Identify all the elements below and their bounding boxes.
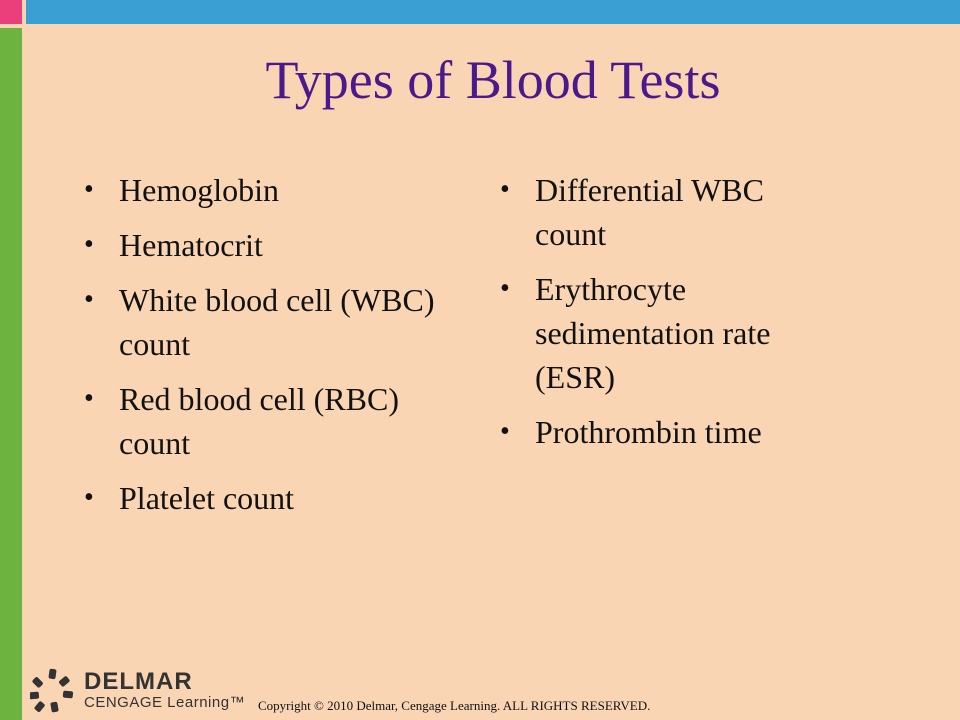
delmar-logo [30,666,260,718]
list-item-text: Platelet count [119,480,295,516]
logo-subtitle: CENGAGE Learning™ [84,694,246,711]
list-item [84,377,474,465]
list-item [84,223,474,267]
bullet-icon: • [84,174,94,205]
corner-accent-block [0,0,22,24]
side-accent-bar [0,28,22,720]
delmar-logo-icon [30,668,76,714]
bullet-icon: • [500,174,510,205]
list-item-text: Erythrocyte sedimentation rate (ESR) [535,271,771,395]
top-accent-bar [26,0,960,24]
list-item [500,267,830,399]
list-item-text: Red blood cell (RBC) count [119,381,399,461]
list-item [84,278,474,366]
list-item-text: Differential WBC count [535,172,764,252]
slide-title: Types of Blood Tests [265,50,721,110]
bullet-icon: • [500,273,510,304]
right-bullet-list [500,168,830,465]
list-item [84,476,474,520]
list-item [500,168,830,256]
list-item-text: Prothrombin time [535,414,762,450]
bullet-icon: • [500,416,510,447]
copyright-text: Copyright © 2010 Delmar, Cengage Learning. ALL RIGHTS RESERVED. [258,698,651,713]
bullet-icon: • [84,383,94,414]
bullet-icon: • [84,284,94,315]
list-item-text: Hematocrit [119,227,263,263]
list-item-text: Hemoglobin [119,172,279,208]
left-bullet-list [84,168,474,531]
list-item [84,168,474,212]
logo-wordmark: DELMAR [84,668,193,695]
bullet-icon: • [84,482,94,513]
list-item-text: White blood cell (WBC) count [119,282,435,362]
list-item [500,410,830,454]
bullet-icon: • [84,229,94,260]
